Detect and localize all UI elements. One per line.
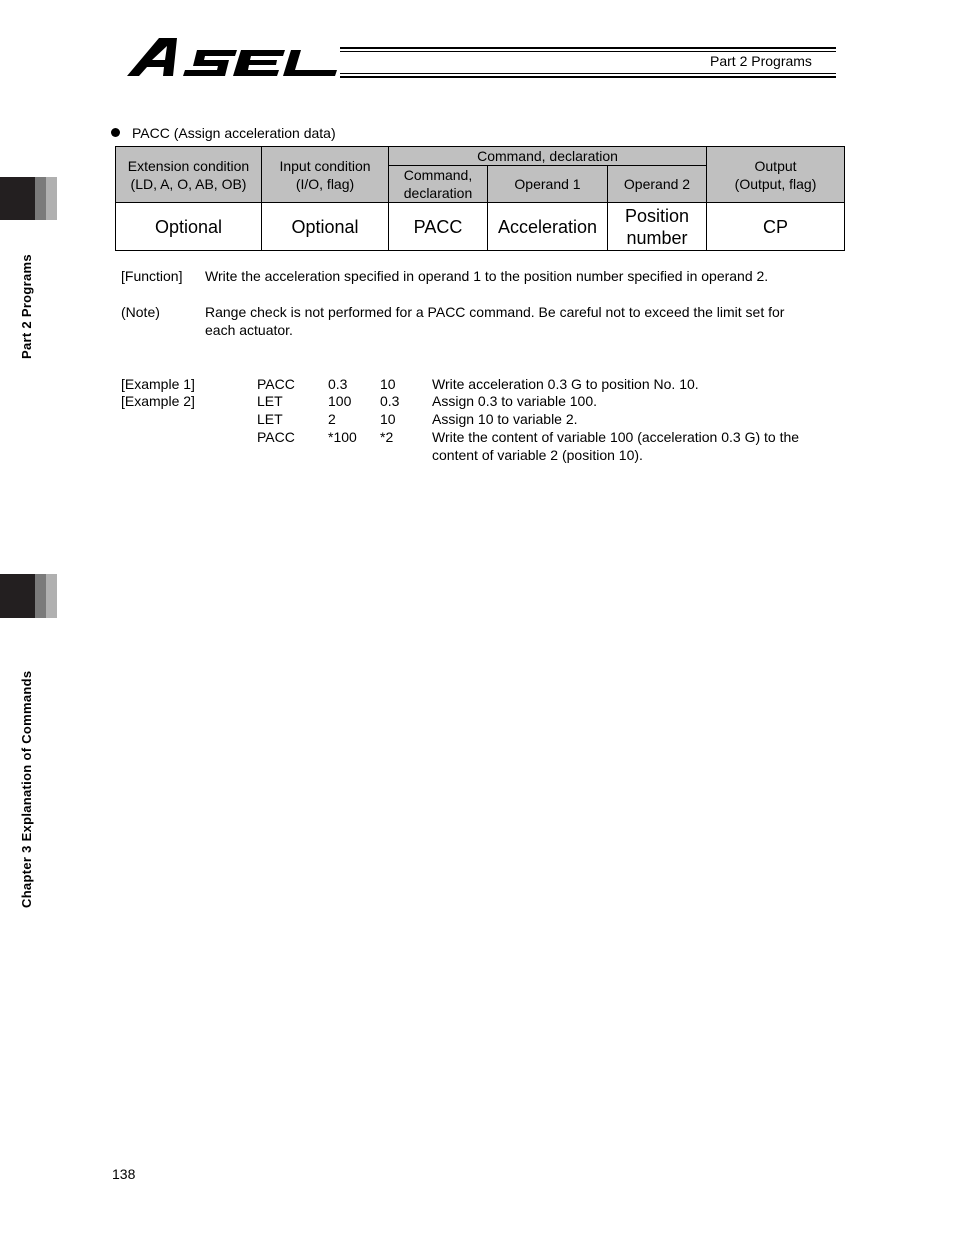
table-row	[116, 203, 845, 251]
header-operand-2: Operand 2	[608, 166, 707, 203]
bullet-icon	[111, 128, 120, 137]
example-command: PACC	[257, 376, 295, 392]
cell-operand-1: Acceleration	[488, 203, 608, 251]
example-operand-1: 0.3	[328, 376, 348, 392]
example-description: Write the content of variable 100 (acceleration 0.3 G) to the	[432, 429, 800, 445]
example-operand-1: *100	[328, 429, 357, 445]
command-table	[115, 146, 845, 251]
header-extension-condition: Extension condition (LD, A, O, AB, OB)	[116, 147, 262, 203]
cell-input: Optional	[262, 203, 389, 251]
note-label: (Note)	[121, 304, 160, 320]
header-command-group: Command, declaration	[389, 147, 707, 166]
example-operand-2: 0.3	[380, 393, 400, 409]
example-operand-2: *2	[380, 429, 394, 445]
example-operand-1: 2	[328, 411, 336, 427]
function-text: Write the acceleration specified in operand 1 to the position number specified in operand 2.	[205, 268, 769, 284]
cell-extension: Optional	[116, 203, 262, 251]
header-input-condition: Input condition (I/O, flag)	[262, 147, 389, 203]
header-title: Part 2 Programs	[710, 53, 812, 69]
page-number: 138	[112, 1166, 136, 1182]
asel-logo	[125, 34, 347, 80]
side-chapter-label: Chapter 3 Explanation of Commands	[19, 670, 34, 908]
example-operand-1: 100	[328, 393, 352, 409]
example-command: PACC	[257, 429, 295, 445]
note-text-line2: each actuator.	[205, 322, 293, 338]
function-label: [Function]	[121, 268, 183, 284]
header-rule	[340, 76, 836, 78]
example-description-cont: content of variable 2 (position 10).	[432, 447, 643, 463]
example-command: LET	[257, 393, 283, 409]
example-description: Assign 0.3 to variable 100.	[432, 393, 597, 409]
header-command-declaration: Command, declaration	[389, 166, 488, 203]
cell-operand-2: Position number	[608, 203, 707, 251]
example-label: [Example 2]	[121, 393, 195, 409]
example-operand-2: 10	[380, 376, 396, 392]
header-rule	[340, 73, 836, 74]
cell-command: PACC	[389, 203, 488, 251]
example-description: Write acceleration 0.3 G to position No. 10.	[432, 376, 699, 392]
example-operand-2: 10	[380, 411, 396, 427]
section-title: PACC (Assign acceleration data)	[132, 125, 336, 141]
header-rule	[340, 51, 836, 52]
example-command: LET	[257, 411, 283, 427]
cell-output: CP	[707, 203, 845, 251]
side-part-label: Part 2 Programs	[19, 254, 34, 359]
header-output: Output (Output, flag)	[707, 147, 845, 203]
note-text-line1: Range check is not performed for a PACC command. Be careful not to exceed the limit set for	[205, 304, 785, 320]
example-description: Assign 10 to variable 2.	[432, 411, 578, 427]
header-operand-1: Operand 1	[488, 166, 608, 203]
example-label: [Example 1]	[121, 376, 195, 392]
header-rule	[340, 47, 836, 49]
